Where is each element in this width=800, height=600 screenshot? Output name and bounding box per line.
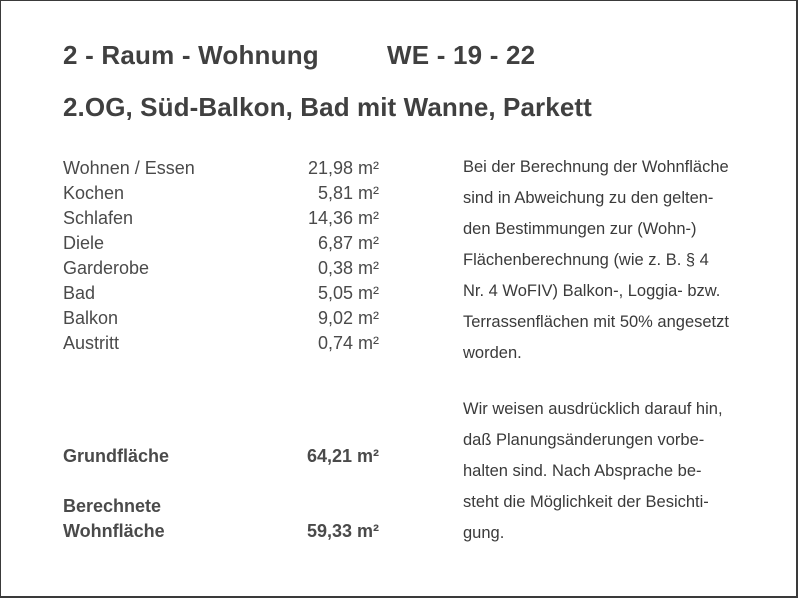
room-name: Diele bbox=[63, 233, 105, 253]
room-area: 5,81 m² bbox=[317, 183, 379, 203]
room-area: 5,05 m² bbox=[317, 283, 379, 303]
note-line: daß Planungsänderungen vorbe- bbox=[463, 431, 705, 449]
note-line: Wir weisen ausdrücklich darauf hin, bbox=[463, 400, 723, 418]
wohnflaeche-label-second: Wohnfläche bbox=[63, 521, 165, 541]
note-line: Nr. 4 WoFIV) Balkon-, Loggia- bzw. bbox=[463, 282, 721, 300]
room-name: Schlafen bbox=[63, 208, 134, 228]
room-name: Balkon bbox=[63, 308, 119, 328]
room-name: Austritt bbox=[63, 333, 120, 353]
room-area: 6,87 m² bbox=[317, 233, 379, 253]
room-row bbox=[63, 231, 383, 256]
note-line: halten sind. Nach Absprache be- bbox=[463, 462, 702, 480]
room-list bbox=[63, 156, 383, 356]
note-line: Bei der Berechnung der Wohnfläche bbox=[463, 158, 729, 176]
note-line: sind in Abweichung zu den gelten- bbox=[463, 189, 714, 207]
room-area: 0,38 m² bbox=[317, 258, 379, 278]
note-line: steht die Möglichkeit der Besichti- bbox=[463, 493, 709, 511]
note-line: worden. bbox=[463, 344, 522, 362]
apartment-type: 2 - Raum - Wohnung bbox=[63, 40, 319, 70]
calculation-note bbox=[463, 152, 763, 369]
apartment-subtitle: 2.OG, Süd-Balkon, Bad mit Wanne, Parkett bbox=[63, 92, 592, 122]
room-row bbox=[63, 256, 383, 281]
wohnflaeche-label-first: Berechnete bbox=[63, 496, 162, 516]
room-row bbox=[63, 181, 383, 206]
grundflaeche-label: Grundfläche bbox=[63, 446, 170, 466]
room-name: Kochen bbox=[63, 183, 125, 203]
note-line: Flächenberechnung (wie z. B. § 4 bbox=[463, 251, 709, 269]
note-line: den Bestimmungen zur (Wohn-) bbox=[463, 220, 697, 238]
note-line: gung. bbox=[463, 524, 505, 542]
room-name: Garderobe bbox=[63, 258, 150, 278]
room-row bbox=[63, 281, 383, 306]
room-area: 9,02 m² bbox=[317, 308, 379, 328]
disclaimer-note bbox=[463, 394, 763, 549]
grundflaeche-value: 64,21 m² bbox=[306, 446, 379, 466]
room-row bbox=[63, 306, 383, 331]
room-area: 21,98 m² bbox=[307, 158, 379, 178]
room-row bbox=[63, 331, 383, 356]
room-name: Bad bbox=[63, 283, 96, 303]
unit-id: WE - 19 - 22 bbox=[387, 40, 536, 70]
room-area: 14,36 m² bbox=[307, 208, 379, 228]
room-area: 0,74 m² bbox=[317, 333, 379, 353]
apartment-title bbox=[63, 40, 536, 71]
room-row bbox=[63, 156, 383, 181]
wohnflaeche-value: 59,33 m² bbox=[306, 521, 379, 541]
note-line: Terrassenflächen mit 50% angesetzt bbox=[463, 313, 729, 331]
room-row bbox=[63, 206, 383, 231]
room-name: Wohnen / Essen bbox=[63, 158, 195, 178]
